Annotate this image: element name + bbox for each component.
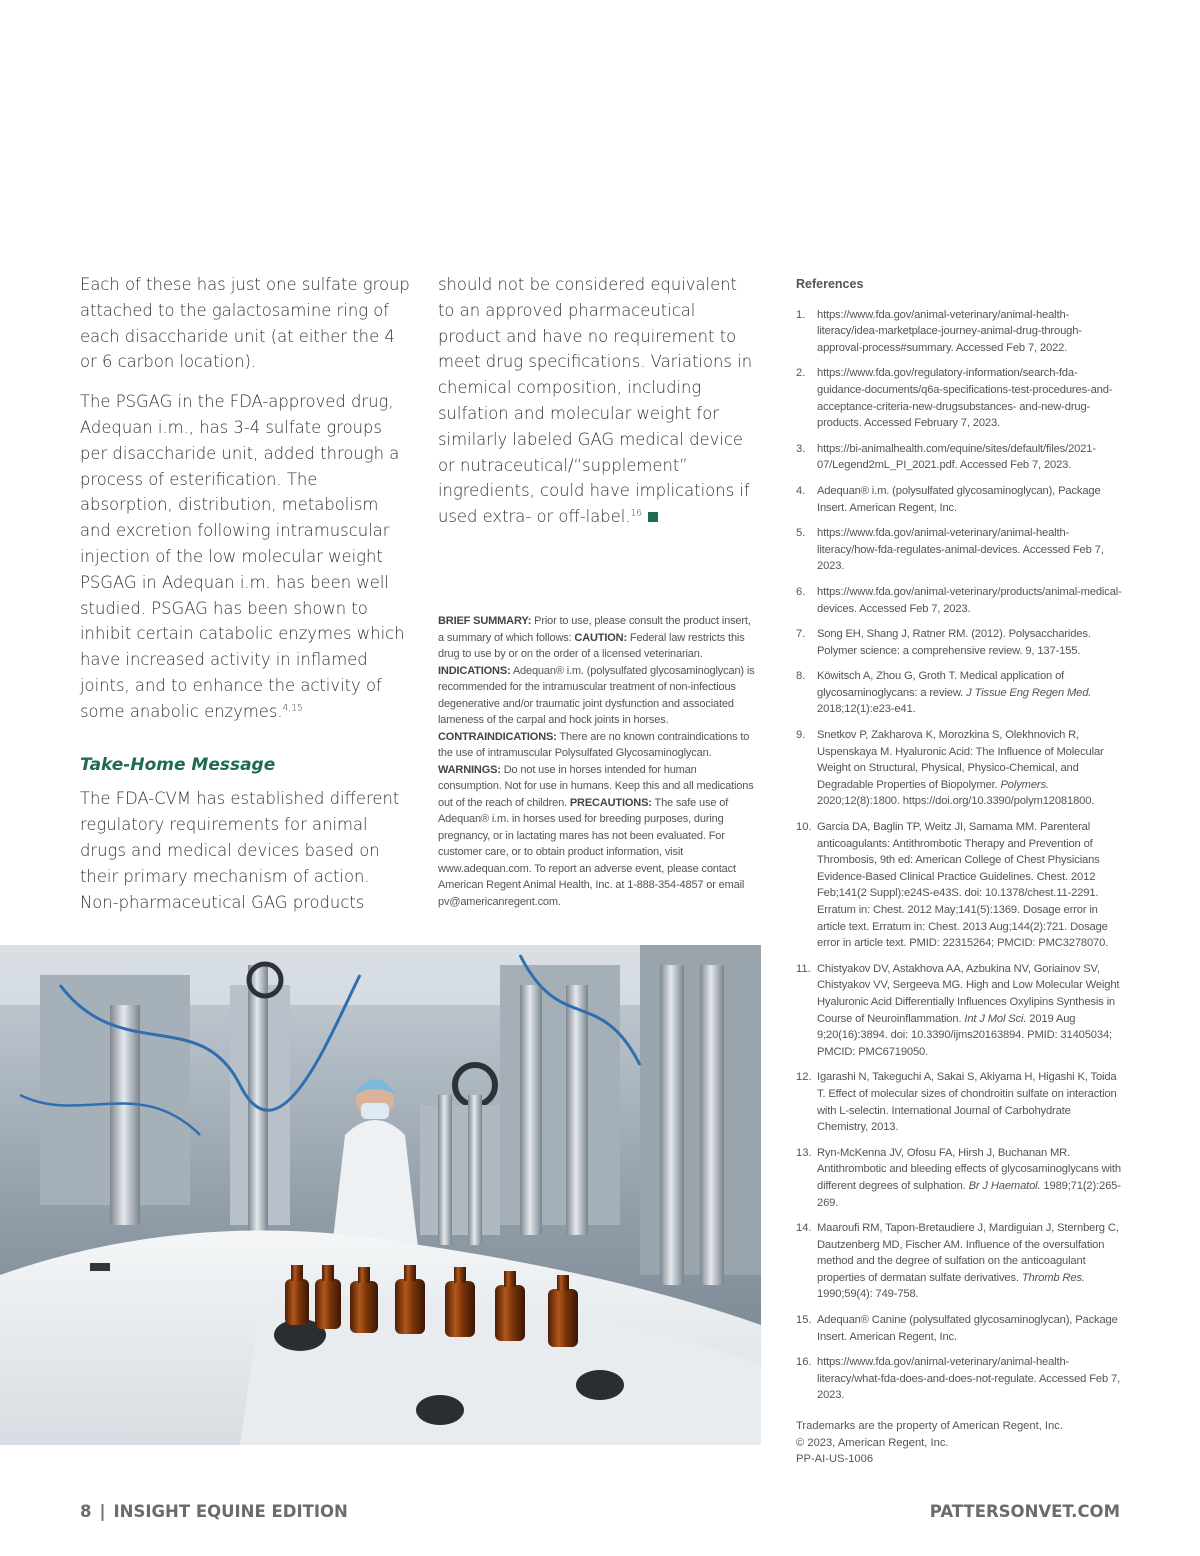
paragraph-equivalence-text: should not be considered equivalent to an approved pharmaceutical product and have no requirement to meet drug specifications. Variations in chemical composition, including sulfation and molecular weight for similarly labeled GAG medical device or nutraceutical/“supplement” ingredients, could have implications if used extra- or off-label. — [438, 275, 753, 527]
reference-number: 9. — [796, 729, 806, 742]
reference-text-part: Chistyakov DV, Astakhova AA, Azbukina NV, Goriainov SV, Chistyakov VV, Sergeeva MG. High and Low Molecular Weight Hyaluronic Acid Differentially Influences Oxylipins Synthesis in Course of Neuroinflammation. — [817, 962, 1120, 1025]
brief-label-indications: INDICATIONS: — [438, 664, 511, 677]
section-heading-take-home: Take-Home Message — [80, 754, 276, 775]
reference-text: Garcia DA, Baglin TP, Weitz JI, Samama MM. Parenteral anticoagulants: Antithrombotic Therapy and Prevention of Thrombosis, 9th ed: American College of Chest Physicians Evidence-Based Clinical Practice Guidelines. Chest. 2012 Feb;141(2 Suppl):e24S-e43S. doi: 10.1378/chest.11-2291. Erratum in: Chest. 2012 May;141(5):1369. Dosage error in article text. Erratum in: Chest. 2013 Aug;144(2):721. Dosage error in article text. PMID: 22315264; PMCID: PMC3278070. — [817, 821, 1109, 950]
reference-text-part: Ryn-McKenna JV, Ofosu FA, Hirsh J, Buchanan MR. Antithrombotic and bleeding effects of glycosaminoglycans with different degrees of sulphation. — [817, 1146, 1121, 1192]
reference-text: Adequan® i.m. (polysulfated glycosaminoglycan), Package Insert. American Regent, Inc. — [817, 484, 1101, 514]
journal-name: Thromb Res. — [1021, 1271, 1085, 1284]
reference-item — [796, 819, 1122, 952]
reference-number: 16. — [796, 1356, 812, 1369]
document-code: PP-AI-US-1006 — [796, 1453, 874, 1466]
brief-text: The safe use of Adequan® i.m. in horses used for breeding purposes, during pregnancy, or in lactating mares has not been evaluated. For customer care, or to obtain product information, visit www.adequan.com. To report an adverse event, please contact American Regent Animal Health, Inc. at 1-888-354-4857 or email pv@americanregent.com. — [438, 796, 745, 908]
reference-text: https://www.fda.gov/animal-veterinary/products/animal-medical-devices. Accessed Feb 7, 2023. — [817, 585, 1122, 615]
reference-item — [796, 1145, 1122, 1211]
publication-name: INSIGHT EQUINE EDITION — [113, 1502, 348, 1521]
reference-number: 4. — [796, 484, 806, 497]
reference-text — [817, 727, 1122, 810]
reference-number: 1. — [796, 308, 806, 321]
brief-text: Do not use in horses intended for human consumption. Not for use in humans. Keep this and all medications out of the reach of children. — [438, 763, 754, 809]
trademark-notice — [796, 1418, 1122, 1468]
reference-text — [817, 961, 1122, 1061]
brief-label-summary: BRIEF SUMMARY: — [438, 615, 532, 627]
reference-item — [796, 626, 1122, 659]
brief-label-warnings: WARNINGS: — [438, 763, 501, 776]
citation-superscript: 16 — [630, 508, 642, 519]
footer-left — [80, 1502, 348, 1521]
reference-number: 6. — [796, 585, 806, 598]
reference-text-part: 2018;12(1):e23-e41. — [817, 703, 916, 716]
reference-number: 5. — [796, 527, 806, 540]
reference-item — [796, 961, 1122, 1061]
reference-number: 14. — [796, 1222, 812, 1235]
reference-item — [796, 1312, 1122, 1345]
reference-number: 7. — [796, 628, 806, 641]
brief-label-caution: CAUTION: — [574, 631, 627, 644]
reference-text-part: Köwitsch A, Zhou G, Groth T. Medical application of glycosaminoglycans: a review. — [817, 670, 1065, 699]
reference-item — [796, 307, 1122, 357]
reference-item — [796, 668, 1122, 718]
reference-text: https://www.fda.gov/animal-veterinary/animal-health-literacy/what-fda-does-and-does-not-regulate. Accessed Feb 7, 2023. — [817, 1356, 1121, 1402]
reference-item — [796, 1354, 1122, 1404]
references-title: References — [796, 277, 864, 291]
reference-number: 12. — [796, 1071, 812, 1084]
reference-text: https://www.fda.gov/regulatory-information/search-fda-guidance-documents/q6a-specifications-test-procedures-and-acceptance-criteria-new-drugsubstances- and-new-drug-products. Accessed February 7, 2023. — [817, 367, 1113, 430]
reference-text: Igarashi N, Takeguchi A, Sakai S, Akiyama H, Higashi K, Toida T. Effect of molecular sizes of chondroitin sulfate on interaction with L-selectin. International Journal of Carbohydrate Chemistry, 2013. — [817, 1071, 1117, 1134]
reference-text-part: 2020;12(8):1800. https://doi.org/10.3390/polym12081800. — [817, 795, 1095, 808]
reference-item — [796, 365, 1122, 431]
reference-number: 13. — [796, 1146, 812, 1159]
end-of-article-mark — [648, 512, 658, 522]
reference-text: Adequan® Canine (polysulfated glycosaminoglycan), Package Insert. American Regent, Inc. — [817, 1314, 1118, 1343]
brief-text: Federal law restricts this drug to use by or on the order of a licensed veterinarian. — [438, 631, 745, 660]
page-footer — [80, 1502, 1120, 1521]
paragraph-psgag-text: The PSGAG in the FDA-approved drug, Adequan i.m., has 3-4 sulfate groups per disaccharide unit, added through a process of esterification. The absorption, distribution, metabolism and excretion following intramuscular injection of the low molecular weight PSGAG in Adequan i.m. has been well studied. PSGAG has been shown to inhibit certain catabolic enzymes which have increased activity in inflamed joints, and to enhance the activity of some anabolic enzymes. — [80, 392, 405, 721]
reference-item — [796, 483, 1122, 516]
brief-text: Prior to use, please consult the product insert, a summary of which follows: — [438, 615, 751, 644]
reference-number: 2. — [796, 367, 806, 380]
journal-name: Polymers. — [1000, 778, 1049, 791]
references-section — [796, 276, 1122, 1468]
references-list — [796, 307, 1122, 1404]
reference-item — [796, 1069, 1122, 1135]
brief-label-precautions: PRECAUTIONS: — [569, 796, 652, 809]
reference-number: 8. — [796, 670, 806, 683]
reference-item — [796, 584, 1122, 617]
paragraph-psgag — [80, 389, 412, 724]
copyright-line: © 2023, American Regent, Inc. — [796, 1436, 949, 1449]
journal-name: Int J Mol Sci. — [964, 1012, 1027, 1025]
reference-text — [817, 1220, 1122, 1303]
reference-text — [817, 1145, 1122, 1211]
trademark-line: Trademarks are the property of American Regent, Inc. — [796, 1420, 1063, 1433]
brief-text: Adequan® i.m. (polysulfated glycosaminoglycan) is recommended for the intramuscular treatment of non-infectious degenerative and/or traumatic joint dysfunction and associated lameness of the carpal and hock joints in horses. — [438, 664, 755, 726]
paragraph-sulfate-groups: Each of these has just one sulfate group attached to the galactosamine ring of each disaccharide unit (at either the 4 or 6 carbon location). — [80, 275, 410, 372]
reference-item — [796, 525, 1122, 575]
reference-text: https://bi-animalhealth.com/equine/sites/default/files/2021-07/Legend2mL_PI_2021.pdf. Accessed Feb 7, 2023. — [817, 442, 1096, 472]
paragraph-fda-cvm: The FDA-CVM has established different regulatory requirements for animal drugs and medical devices based on their primary mechanism of action. Non-pharmaceutical GAG products — [80, 789, 400, 912]
reference-number: 11. — [796, 962, 811, 975]
reference-item — [796, 441, 1122, 474]
reference-text-part: Maaroufi RM, Tapon-Bretaudiere J, Mardiguian J, Sternberg C, Dautzenberg MD, Fischer AM. Influence of the oversulfation method and the degree of sulfation on the anticoagulant properties of dermatan sulfate derivatives. — [817, 1222, 1119, 1284]
reference-text-part: 2019 Aug 9;20(16):3894. doi: 10.3390/ijms20163894. PMID: 31405034; PMCID: PMC6719050. — [817, 1012, 1112, 1058]
reference-text: https://www.fda.gov/animal-veterinary/animal-health-literacy/idea-marketplace-journey-animal-drug-through-approval-process#summary. Accessed Feb 7, 2022. — [817, 308, 1082, 354]
page-number: 8 — [80, 1502, 92, 1521]
reference-number: 15. — [796, 1314, 812, 1327]
reference-item — [796, 727, 1122, 810]
article-column-left — [80, 272, 412, 915]
paragraph-equivalence — [438, 272, 758, 530]
website-link[interactable]: PATTERSONVET.COM — [929, 1502, 1120, 1521]
reference-text — [817, 668, 1122, 718]
reference-text: Song EH, Shang J, Ratner RM. (2012). Polysaccharides. Polymer science: a comprehensive review. 9, 137-155. — [817, 628, 1091, 657]
reference-text-part: 1989;71(2):265-269. — [817, 1179, 1121, 1209]
brief-label-contraindications: CONTRAINDICATIONS: — [438, 730, 557, 743]
reference-text-part: 1990;59(4): 749-758. — [817, 1288, 919, 1301]
reference-item — [796, 1220, 1122, 1303]
brief-text: There are no known contraindications to the use of intramuscular Polysulfated Glycosaminoglycan. — [438, 730, 750, 759]
article-column-middle — [438, 272, 758, 530]
production-line-illustration — [0, 945, 761, 1445]
journal-name: J Tissue Eng Regen Med. — [966, 686, 1092, 699]
reference-number: 3. — [796, 442, 806, 455]
journal-name: Br J Haematol. — [968, 1179, 1041, 1192]
footer-separator: | — [99, 1502, 106, 1521]
photo-pharmaceutical-production-line — [0, 945, 761, 1445]
citation-superscript: 4,15 — [282, 703, 303, 714]
reference-number: 10. — [796, 821, 812, 834]
reference-text: https://www.fda.gov/animal-veterinary/animal-health-literacy/how-fda-regulates-animal-devices. Accessed Feb 7, 2023. — [817, 527, 1104, 573]
brief-summary — [438, 613, 756, 910]
reference-text-part: Snetkov P, Zakharova K, Morozkina S, Olekhnovich R, Uspenskaya M. Hyaluronic Acid: The Influence of Molecular Weight on Structural, Physical, Physico-Chemical, and Degradable Properties of Biopolymer. — [817, 729, 1104, 791]
